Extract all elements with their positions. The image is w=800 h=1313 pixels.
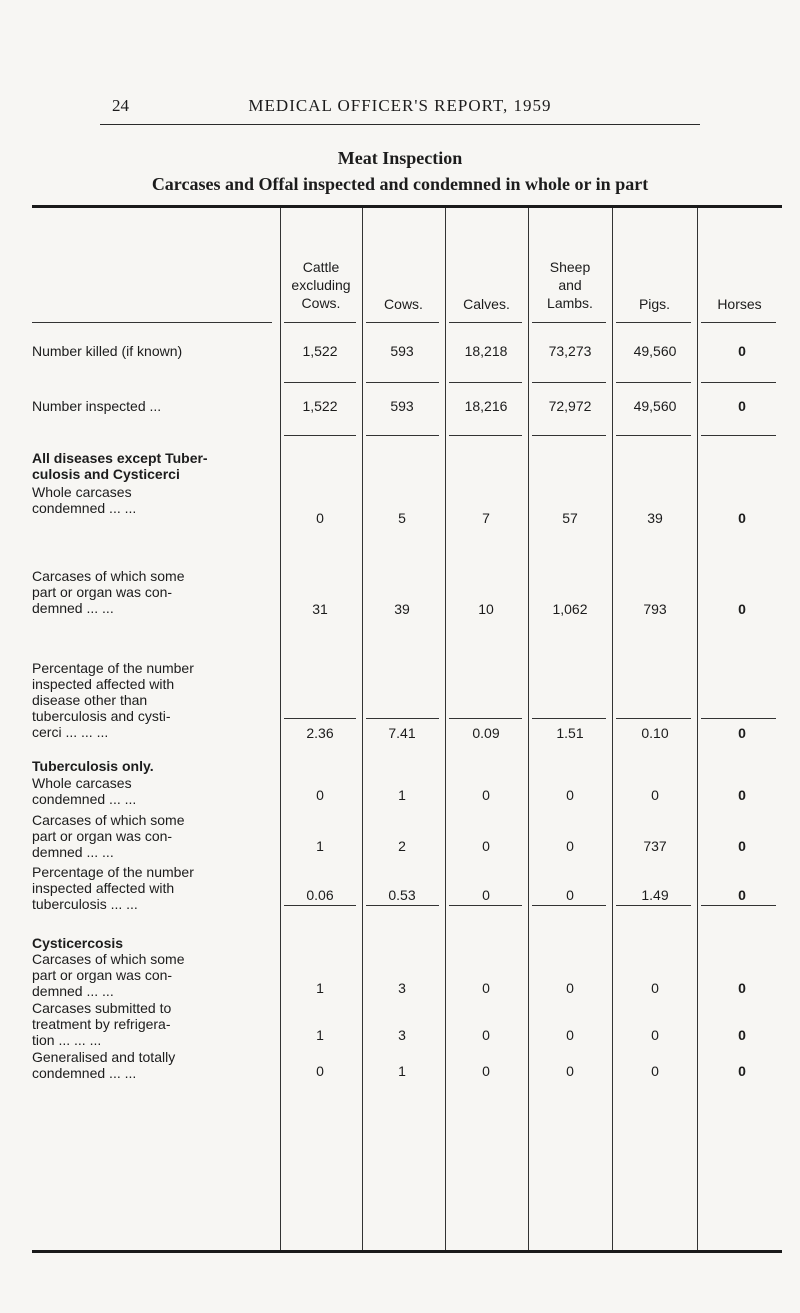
table-cell: 0: [566, 838, 574, 854]
row-label-line: inspected affected with: [32, 676, 175, 692]
table-cell: 1: [398, 1063, 406, 1079]
table-cell: 0: [651, 1027, 659, 1043]
row-label-line: Number killed (if known): [32, 343, 183, 359]
section-rule: [366, 718, 439, 719]
section-heading-text: All diseases except Tuber-: [32, 450, 208, 466]
table-cell: 0: [738, 725, 746, 741]
section-rule: [284, 905, 356, 906]
table-cell: 57: [562, 510, 578, 526]
table-cell: 0: [566, 980, 574, 996]
section-rule: [366, 905, 439, 906]
header-rule-col: [449, 322, 522, 323]
section-rule: [532, 435, 606, 436]
section-rule: [449, 382, 522, 383]
table-cell: 793: [643, 601, 667, 617]
section-rule: [701, 435, 776, 436]
section-rule: [284, 435, 356, 436]
section-rule: [532, 905, 606, 906]
section-rule: [284, 718, 356, 719]
table-cell: 2.36: [306, 725, 334, 741]
header-rule-col: [366, 322, 439, 323]
table-cell: 0.06: [306, 887, 334, 903]
header-rule-label: [32, 322, 272, 323]
table-top-rule: [32, 205, 782, 208]
table-cell: 49,560: [633, 398, 677, 414]
table-cell: 49,560: [633, 343, 677, 359]
column-header: [697, 295, 782, 313]
table-cell: 1: [316, 838, 324, 854]
column-header-line: excluding: [291, 277, 351, 293]
row-label: [32, 343, 277, 359]
row-label-line: tion ... ... ...: [32, 1032, 102, 1048]
table-cell: 0: [566, 887, 574, 903]
row-label-line: treatment by refrigera-: [32, 1016, 171, 1032]
table-cell: 0.09: [472, 725, 500, 741]
table-cell: 737: [643, 838, 667, 854]
row-label: [32, 398, 277, 414]
section-heading-text: Tuberculosis only.: [32, 758, 154, 774]
section-rule: [616, 718, 691, 719]
header-rule-col: [701, 322, 776, 323]
section-heading-text: Cysticercosis: [32, 935, 124, 951]
table-cell: 0: [482, 1063, 490, 1079]
table-cell: 0: [738, 1027, 746, 1043]
row-label-line: Generalised and totally: [32, 1049, 176, 1065]
table-cell: 1.51: [556, 725, 584, 741]
table-cell: 0: [651, 1063, 659, 1079]
section-rule: [366, 435, 439, 436]
row-label-line: Whole carcases: [32, 484, 132, 500]
row-label-line: demned ... ...: [32, 844, 114, 860]
column-header-line: Cows.: [301, 295, 341, 311]
row-label-line: tuberculosis and cysti-: [32, 708, 171, 724]
column-header-line: Sheep: [549, 259, 591, 275]
column-header-line: Cows.: [384, 296, 423, 312]
row-label: [32, 775, 277, 807]
column-header: [445, 295, 528, 313]
table-cell: 0: [482, 887, 490, 903]
row-label-line: tuberculosis ... ...: [32, 896, 138, 912]
table-cell: 0: [651, 980, 659, 996]
column-header-line: Cattle: [302, 259, 340, 275]
table-cell: 72,972: [548, 398, 592, 414]
section-rule: [616, 382, 691, 383]
row-label-line: demned ... ...: [32, 600, 114, 616]
row-label-line: Percentage of the number: [32, 864, 194, 880]
section-heading: [32, 758, 277, 774]
column-header-line: Horses: [717, 296, 762, 312]
row-label: [32, 864, 277, 912]
row-label: [32, 484, 277, 516]
column-header: [280, 258, 362, 312]
column-header: [362, 295, 445, 313]
page-number: 24: [112, 96, 129, 115]
table-cell: 2: [398, 838, 406, 854]
row-label-line: condemned ... ...: [32, 791, 137, 807]
table-cell: 0: [482, 980, 490, 996]
table-cell: 0: [566, 1063, 574, 1079]
table-cell: 0: [566, 1027, 574, 1043]
row-label-line: part or organ was con-: [32, 584, 173, 600]
section-rule: [284, 382, 356, 383]
row-label-line: part or organ was con-: [32, 967, 173, 983]
section-rule: [449, 905, 522, 906]
row-label-line: Percentage of the number: [32, 660, 194, 676]
table-cell: 1.49: [641, 887, 669, 903]
table-cell: 0: [738, 343, 746, 359]
table-cell: 1,522: [302, 343, 338, 359]
row-label-line: condemned ... ...: [32, 500, 137, 516]
table-cell: 0.10: [641, 725, 669, 741]
table-cell: 0: [738, 510, 746, 526]
table-cell: 0.53: [388, 887, 416, 903]
table-cell: 18,218: [464, 343, 508, 359]
row-label-line: inspected affected with: [32, 880, 175, 896]
table-cell: 3: [398, 980, 406, 996]
table-cell: 0: [738, 601, 746, 617]
row-label: [32, 660, 277, 740]
column-divider: [528, 208, 529, 1250]
table-cell: 0: [316, 1063, 324, 1079]
table-cell: 593: [390, 398, 414, 414]
section-rule: [449, 435, 522, 436]
section-rule: [701, 382, 776, 383]
table-cell: 0: [738, 1063, 746, 1079]
table-cell: 18,216: [464, 398, 508, 414]
table-cell: 0: [482, 787, 490, 803]
row-label-line: Number inspected ...: [32, 398, 162, 414]
section-rule: [616, 435, 691, 436]
section-heading: [32, 450, 277, 482]
table-cell: 39: [394, 601, 410, 617]
table-cell: 0: [738, 838, 746, 854]
header-rule-col: [616, 322, 691, 323]
row-label: [32, 812, 277, 860]
table-cell: 0: [738, 787, 746, 803]
row-label-line: Carcases submitted to: [32, 1000, 172, 1016]
row-label: [32, 1049, 277, 1081]
table-cell: 5: [398, 510, 406, 526]
table-cell: 0: [316, 787, 324, 803]
row-label: [32, 951, 277, 999]
section-rule: [532, 718, 606, 719]
row-label: [32, 1000, 277, 1048]
row-label-line: Whole carcases: [32, 775, 132, 791]
table-cell: 0: [651, 787, 659, 803]
table-cell: 0: [316, 510, 324, 526]
table-cell: 39: [647, 510, 663, 526]
column-header: [528, 258, 612, 312]
table-cell: 1: [398, 787, 406, 803]
table-cell: 73,273: [548, 343, 592, 359]
table-cell: 31: [312, 601, 328, 617]
table-cell: 1,062: [552, 601, 588, 617]
column-divider: [697, 208, 698, 1250]
section-rule: [532, 382, 606, 383]
table-cell: 10: [478, 601, 494, 617]
table-cell: 7: [482, 510, 490, 526]
column-header-line: Lambs.: [547, 295, 593, 311]
column-divider: [612, 208, 613, 1250]
row-label-line: disease other than: [32, 692, 148, 708]
column-header: [612, 295, 697, 313]
table-cell: 0: [482, 1027, 490, 1043]
table-cell: 0: [738, 398, 746, 414]
table-cell: 1: [316, 980, 324, 996]
table-cell: 0: [566, 787, 574, 803]
section-rule: [449, 718, 522, 719]
section-rule: [616, 905, 691, 906]
column-header-line: Pigs.: [638, 296, 671, 312]
table-cell: 1,522: [302, 398, 338, 414]
table-cell: 0: [482, 838, 490, 854]
row-label-line: demned ... ...: [32, 983, 114, 999]
table-cell: 593: [390, 343, 414, 359]
header-rule-col: [532, 322, 606, 323]
row-label-line: Carcases of which some: [32, 568, 185, 584]
header-rule-col: [284, 322, 356, 323]
report-title: Meat Inspection: [337, 148, 463, 168]
table-cell: 0: [738, 980, 746, 996]
table-cell: 0: [738, 887, 746, 903]
row-label-line: part or organ was con-: [32, 828, 173, 844]
section-rule: [701, 905, 776, 906]
row-label-line: cerci ... ... ...: [32, 724, 109, 740]
table-cell: 3: [398, 1027, 406, 1043]
section-rule: [701, 718, 776, 719]
row-label: [32, 568, 277, 616]
report-subtitle: Carcases and Offal inspected and condemned in whole or in part: [151, 174, 649, 194]
table-bottom-rule: [32, 1250, 782, 1253]
column-header-line: Calves.: [463, 296, 510, 312]
section-heading-text: culosis and Cysticerci: [32, 466, 180, 482]
column-header-line: and: [558, 277, 582, 293]
section-heading: [32, 935, 277, 951]
row-label-line: condemned ... ...: [32, 1065, 137, 1081]
row-label-line: Carcases of which some: [32, 812, 185, 828]
table-cell: 7.41: [388, 725, 416, 741]
row-label-line: Carcases of which some: [32, 951, 185, 967]
running-title: MEDICAL OFFICER'S REPORT, 1959: [248, 96, 552, 115]
section-rule: [366, 382, 439, 383]
table-cell: 1: [316, 1027, 324, 1043]
